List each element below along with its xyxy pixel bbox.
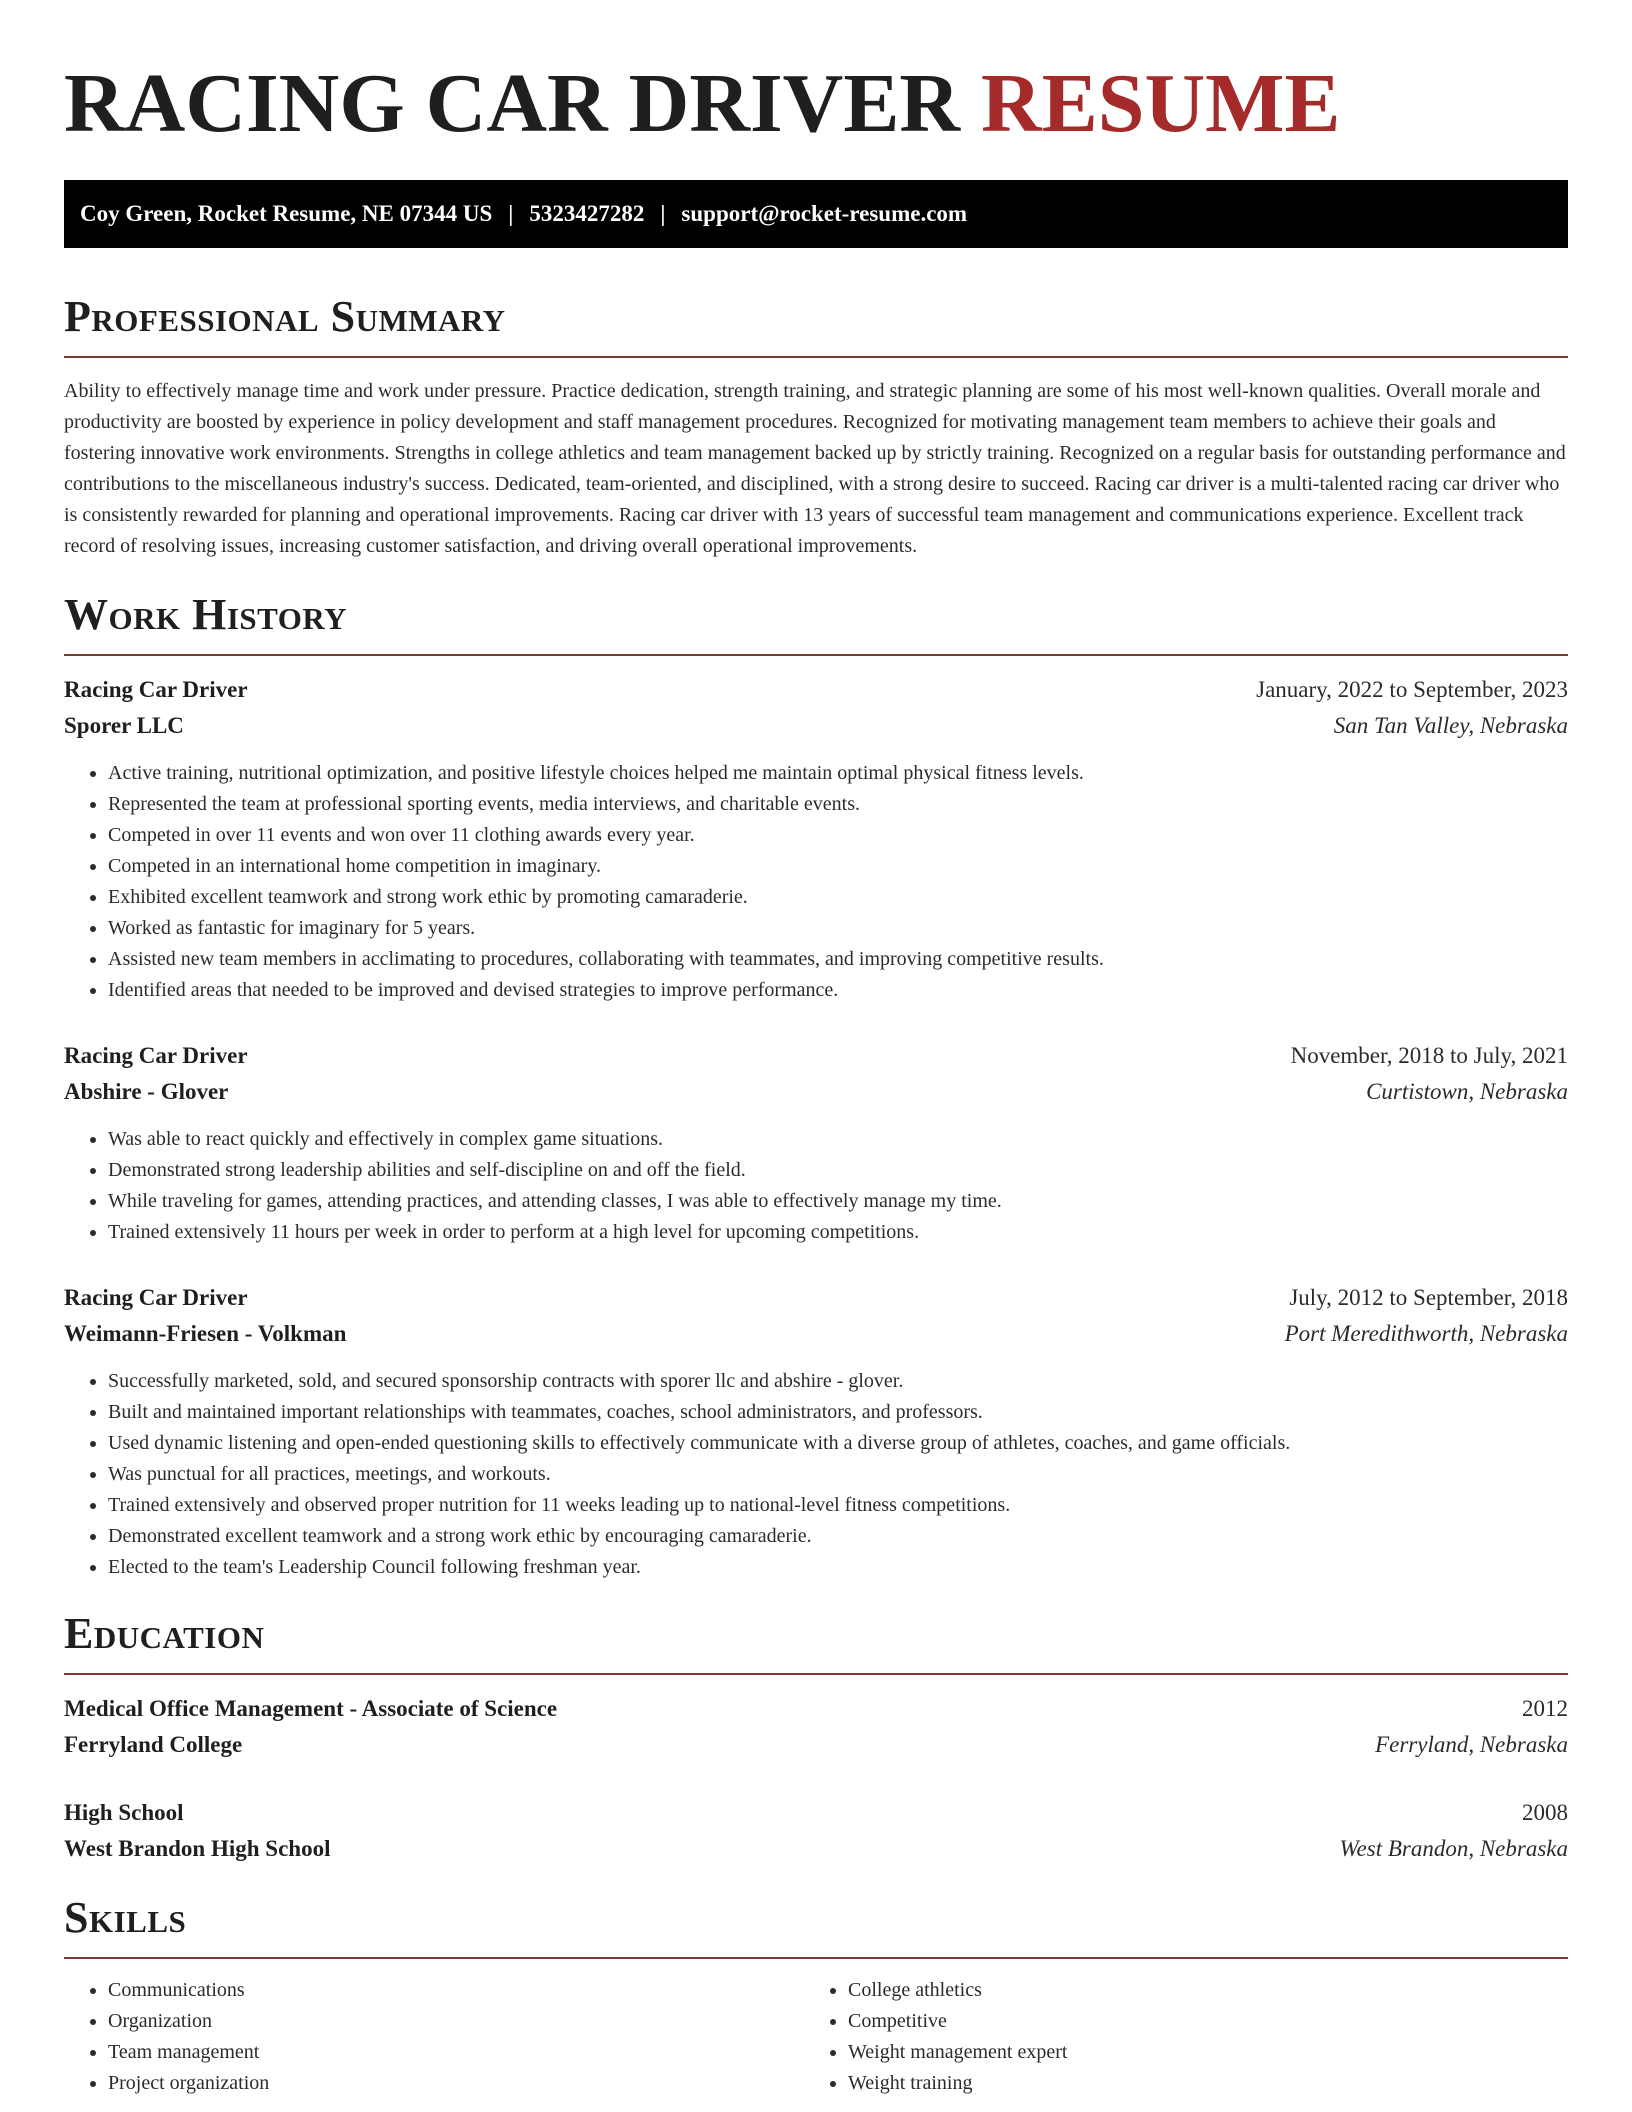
job-entry: [64, 672, 1568, 1006]
list-item: • Built and maintained important relationships with teammates, coaches, school administrators, and professors.: [108, 1397, 1568, 1428]
section-divider: [64, 356, 1568, 358]
job-title: Racing Car Driver: [64, 677, 248, 702]
list-item: • Trained extensively and observed proper nutrition for 11 weeks leading up to national-level fitness competitions.: [108, 1490, 1568, 1521]
list-item: • Was able to react quickly and effectively in complex game situations.: [108, 1124, 1568, 1155]
skills-list-right: [804, 1975, 1544, 2099]
education-entry: [64, 1795, 1568, 1867]
list-item: • Assisted new team members in acclimating to procedures, collaborating with teammates, and improving competitive results.: [108, 944, 1568, 975]
contact-address: Coy Green, Rocket Resume, NE 07344 US: [80, 201, 493, 226]
education-location: West Brandon, Nebraska: [1339, 1836, 1568, 1861]
education-entry: [64, 1691, 1568, 1763]
job-entry: [64, 1280, 1568, 1583]
section-divider: [64, 1673, 1568, 1675]
section-divider: [64, 654, 1568, 656]
contact-separator: |: [660, 201, 666, 226]
title-main: RACING CAR DRIVER: [64, 57, 982, 150]
skill-item: • Communications: [108, 1975, 804, 2006]
list-item: • Demonstrated strong leadership abilities and self-discipline on and off the field.: [108, 1155, 1568, 1186]
list-item: • Identified areas that needed to be improved and devised strategies to improve performance.: [108, 975, 1568, 1006]
job-bullets: [64, 1124, 1568, 1248]
contact-email: support@rocket-resume.com: [681, 201, 968, 226]
list-item: • Elected to the team's Leadership Council following freshman year.: [108, 1552, 1568, 1583]
education-degree: Medical Office Management - Associate of Science: [64, 1696, 558, 1721]
work-heading: Work History: [64, 590, 348, 639]
work-section: [64, 590, 1568, 1583]
job-dates: January, 2022 to September, 2023: [1256, 677, 1568, 702]
list-item: • Worked as fantastic for imaginary for 5 years.: [108, 913, 1568, 944]
education-school: West Brandon High School: [64, 1836, 331, 1861]
job-entry: [64, 1038, 1568, 1248]
list-item: • Trained extensively 11 hours per week in order to perform at a high level for upcoming competitions.: [108, 1217, 1568, 1248]
list-item: • Was punctual for all practices, meetings, and workouts.: [108, 1459, 1568, 1490]
skill-item: • Project organization: [108, 2068, 804, 2099]
contact-separator: |: [508, 201, 514, 226]
skill-item: • College athletics: [848, 1975, 1544, 2006]
job-title: Racing Car Driver: [64, 1285, 248, 1310]
list-item: • While traveling for games, attending practices, and attending classes, I was able to effectively manage my time.: [108, 1186, 1568, 1217]
list-item: • Demonstrated excellent teamwork and a strong work ethic by encouraging camaraderie.: [108, 1521, 1568, 1552]
job-bullets: [64, 1366, 1568, 1583]
education-heading: Education: [64, 1609, 265, 1658]
list-item: • Represented the team at professional sporting events, media interviews, and charitable events.: [108, 789, 1568, 820]
job-dates: July, 2012 to September, 2018: [1289, 1285, 1568, 1310]
title-accent: RESUME: [981, 57, 1341, 150]
job-title: Racing Car Driver: [64, 1043, 248, 1068]
job-dates: November, 2018 to July, 2021: [1290, 1043, 1568, 1068]
section-divider: [64, 1957, 1568, 1959]
education-degree: High School: [64, 1800, 184, 1825]
education-year: 2008: [1522, 1800, 1568, 1825]
list-item: • Exhibited excellent teamwork and strong work ethic by promoting camaraderie.: [108, 882, 1568, 913]
skill-item: • Weight training: [848, 2068, 1544, 2099]
skills-columns: [64, 1975, 1568, 2099]
list-item: • Competed in over 11 events and won over 11 clothing awards every year.: [108, 820, 1568, 851]
summary-text: Ability to effectively manage time and work under pressure. Practice dedication, strength training, and strategic planning are some of his most well-known qualities. Overall morale and productivity are boosted by experience in policy development and staff management procedures. Recognized for motivating management team members to achieve their goals and fostering innovative work environments. Strengths in college athletics and team management backed up by strictly training. Recognized on a regular basis for outstanding performance and contributions to the miscellaneous industry's success. Dedicated, team-oriented, and disciplined, with a strong desire to succeed. Racing car driver is a multi-talented racing car driver who is consistently rewarded for planning and operational improvements. Racing car driver with 13 years of successful team management and communications experience. Excellent track record of resolving issues, increasing customer satisfaction, and driving overall operational improvements.: [64, 380, 1566, 557]
education-year: 2012: [1522, 1696, 1568, 1721]
job-location: Port Meredithworth, Nebraska: [1284, 1321, 1568, 1346]
contact-bar: [64, 180, 1568, 248]
summary-heading: Professional Summary: [64, 292, 506, 341]
education-section: [64, 1609, 1568, 1867]
skills-section: [64, 1893, 1568, 2099]
job-location: San Tan Valley, Nebraska: [1333, 713, 1568, 738]
education-school: Ferryland College: [64, 1732, 243, 1757]
resume-title: [64, 0, 1568, 152]
list-item: • Successfully marketed, sold, and secured sponsorship contracts with sporer llc and abshire - glover.: [108, 1366, 1568, 1397]
list-item: • Active training, nutritional optimization, and positive lifestyle choices helped me maintain optimal physical fitness levels.: [108, 758, 1568, 789]
education-location: Ferryland, Nebraska: [1375, 1732, 1568, 1757]
skills-heading: Skills: [64, 1893, 187, 1942]
job-company: Weimann-Friesen - Volkman: [64, 1321, 347, 1346]
skill-item: • Competitive: [848, 2006, 1544, 2037]
job-bullets: [64, 758, 1568, 1006]
skills-list-left: [64, 1975, 804, 2099]
contact-phone: 5323427282: [529, 201, 645, 226]
list-item: • Used dynamic listening and open-ended questioning skills to effectively communicate with a diverse group of athletes, coaches, and game officials.: [108, 1428, 1568, 1459]
job-company: Sporer LLC: [64, 713, 184, 738]
job-company: Abshire - Glover: [64, 1079, 229, 1104]
summary-section: [64, 292, 1568, 562]
job-location: Curtistown, Nebraska: [1366, 1079, 1568, 1104]
skill-item: • Weight management expert: [848, 2037, 1544, 2068]
skill-item: • Team management: [108, 2037, 804, 2068]
list-item: • Competed in an international home competition in imaginary.: [108, 851, 1568, 882]
skill-item: • Organization: [108, 2006, 804, 2037]
